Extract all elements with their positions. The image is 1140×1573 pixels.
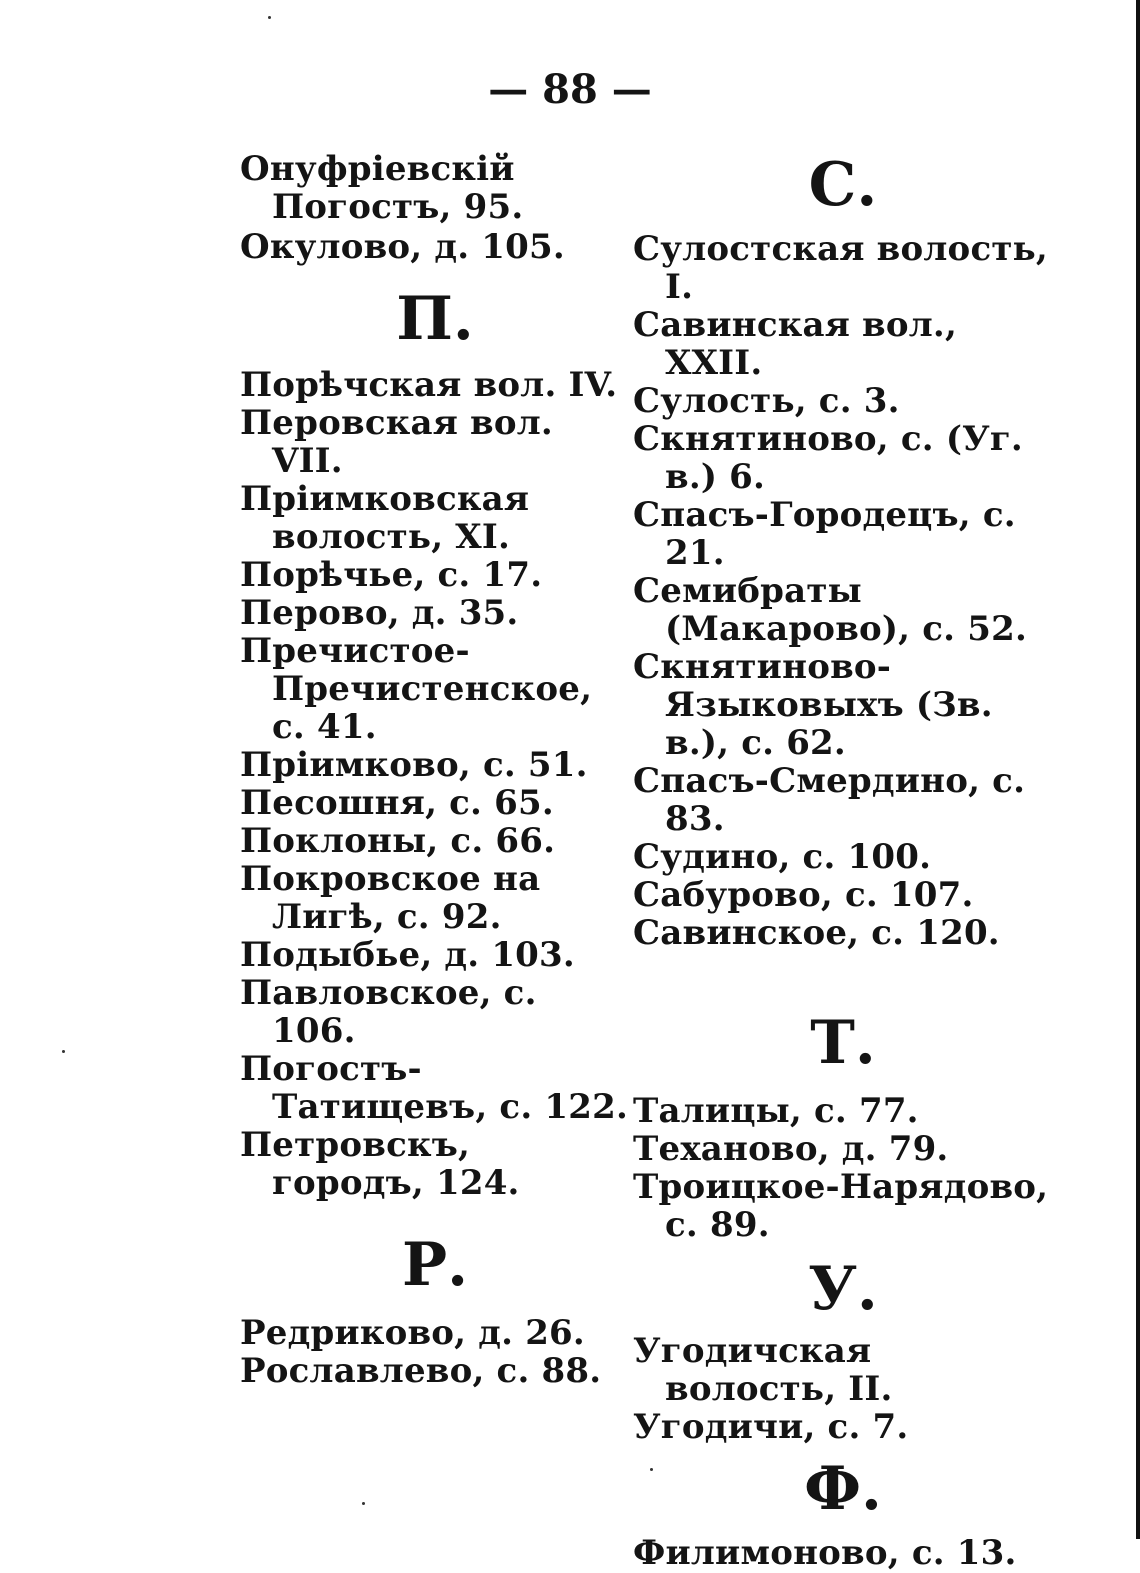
index-entry: Скнятиново-Языковыхъ (Зв. в.), с. 62. [633, 647, 993, 763]
index-entry: Угодичская волость, II. [633, 1331, 893, 1409]
index-entry: Скнятиново, с. (Уг. в.) 6. [633, 419, 1023, 497]
section-letter: У. [808, 1254, 878, 1324]
index-entry: Троицкое-Нарядово, с. 89. [633, 1167, 1049, 1245]
index-entry: Спасъ-Городецъ, с. 21. [633, 495, 1016, 573]
print-speck [650, 1468, 653, 1471]
index-entry: Спасъ-Смердино, с. 83. [633, 761, 1026, 839]
index-entry: Сабурово, с. 107. [633, 875, 974, 915]
index-entry: Порѣчье, с. 17. [240, 555, 543, 595]
page-edge-shadow [1132, 0, 1140, 1539]
index-entry: Филимоново, с. 13. [633, 1533, 1017, 1573]
index-entry: Погостъ-Татищевъ, с. 122. [240, 1049, 629, 1127]
index-section-o [240, 150, 630, 266]
index-entry: Савинская вол., XXII. [633, 305, 958, 383]
index-entry: Савинское, с. 120. [633, 913, 1000, 953]
print-speck [268, 16, 271, 19]
index-entry: Перовская вол. VII. [240, 403, 553, 481]
index-entry: Порѣчская вол. IV. [240, 365, 618, 405]
page-number: — 88 — [488, 66, 652, 113]
index-entry: Окулово, д. 105. [240, 227, 565, 267]
index-entry: Редриково, д. 26. [240, 1313, 585, 1353]
index-entry: Онуфріевскій Погостъ, 95. [240, 149, 524, 227]
index-entry: Сулость, с. 3. [633, 381, 900, 421]
index-entry: Пріимково, с. 51. [240, 745, 588, 785]
index-section-f [633, 1454, 1053, 1572]
index-section-p [240, 284, 630, 1202]
index-entry: Рославлево, с. 88. [240, 1351, 602, 1391]
index-entry: Пречистое-Пречистенское, с. 41. [240, 631, 593, 747]
index-entry: Петровскъ, городъ, 124. [240, 1125, 520, 1203]
index-entry: Судино, с. 100. [633, 837, 932, 877]
index-column-right [633, 150, 1053, 1572]
index-entry: Павловское, с. 106. [240, 973, 537, 1051]
section-letter: Т. [810, 1008, 876, 1078]
index-column-left [240, 150, 630, 1390]
index-section-u [633, 1254, 1053, 1446]
section-letter: Ф. [804, 1454, 882, 1524]
section-letter: С. [808, 150, 878, 220]
print-speck [62, 1050, 65, 1053]
section-letter: П. [396, 284, 474, 354]
index-entry: Теханово, д. 79. [633, 1129, 949, 1169]
print-speck [362, 1502, 365, 1505]
index-entry: Угодичи, с. 7. [633, 1407, 909, 1447]
index-entry: Семибраты (Макарово), с. 52. [633, 571, 1027, 649]
index-section-s [633, 150, 1053, 952]
index-entry: Пріимковская волость, XI. [240, 479, 530, 557]
index-entry: Поклоны, с. 66. [240, 821, 556, 861]
index-entry: Песошня, с. 65. [240, 783, 554, 823]
index-entry: Талицы, с. 77. [633, 1091, 919, 1131]
index-entry: Перово, д. 35. [240, 593, 519, 633]
section-letter: Р. [401, 1230, 468, 1300]
index-entry: Покровское на Лигѣ, с. 92. [240, 859, 541, 937]
index-entry: Сулостская волость, I. [633, 229, 1048, 307]
index-section-t [633, 1008, 1053, 1244]
index-entry: Подыбье, д. 103. [240, 935, 575, 975]
index-section-r [240, 1230, 630, 1390]
